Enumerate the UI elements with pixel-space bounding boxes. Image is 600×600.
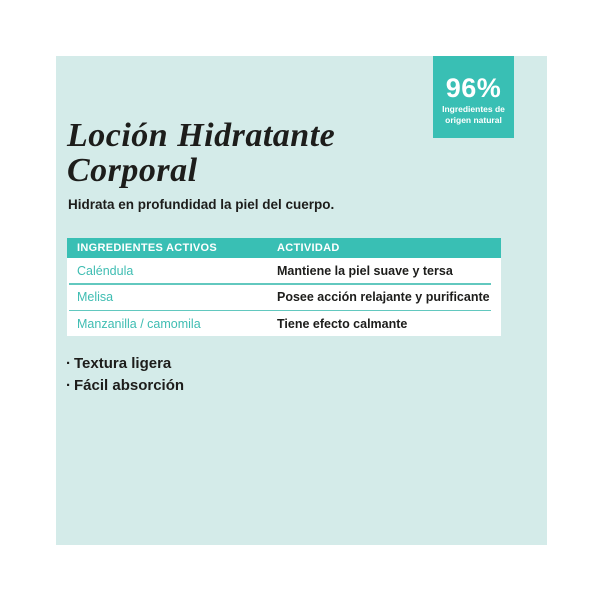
ingredient-name: Melisa bbox=[77, 290, 114, 304]
product-title-line1: Loción Hidratante bbox=[67, 117, 336, 154]
activity-text: Tiene efecto calmante bbox=[277, 316, 408, 331]
natural-origin-badge bbox=[433, 56, 514, 138]
feature-label: Textura ligera bbox=[74, 355, 172, 372]
table-row bbox=[67, 285, 501, 310]
ingredient-name: Caléndula bbox=[77, 263, 134, 278]
badge-caption bbox=[442, 104, 505, 125]
activity-text: Mantiene la piel suave y tersa bbox=[277, 263, 453, 278]
product-card bbox=[56, 56, 547, 545]
table-row bbox=[67, 258, 501, 283]
bullet-marker: · bbox=[66, 355, 71, 372]
product-title bbox=[67, 118, 335, 188]
feature-item bbox=[66, 375, 184, 397]
feature-label: Fácil absorción bbox=[74, 377, 185, 394]
badge-caption-line1: Ingredientes de bbox=[442, 104, 505, 114]
activity-text: Posee acción relajante y purificante bbox=[277, 290, 490, 304]
ingredient-name: Manzanilla / camomila bbox=[77, 316, 201, 331]
bullet-marker: · bbox=[66, 377, 71, 394]
table-row bbox=[67, 311, 501, 336]
product-subtitle: Hidrata en profundidad la piel del cuerpo. bbox=[68, 197, 335, 212]
table-header-row bbox=[67, 238, 501, 258]
product-title-line2: Corporal bbox=[67, 152, 198, 189]
header-cell-activity: ACTIVIDAD bbox=[277, 242, 340, 254]
feature-item bbox=[66, 353, 184, 375]
badge-percentage: 96% bbox=[445, 73, 502, 103]
ingredients-table bbox=[67, 238, 501, 336]
header-cell-ingredients: INGREDIENTES ACTIVOS bbox=[77, 242, 218, 254]
features-list bbox=[66, 353, 184, 397]
badge-caption-line2: origen natural bbox=[445, 114, 502, 125]
table-body bbox=[67, 258, 501, 336]
